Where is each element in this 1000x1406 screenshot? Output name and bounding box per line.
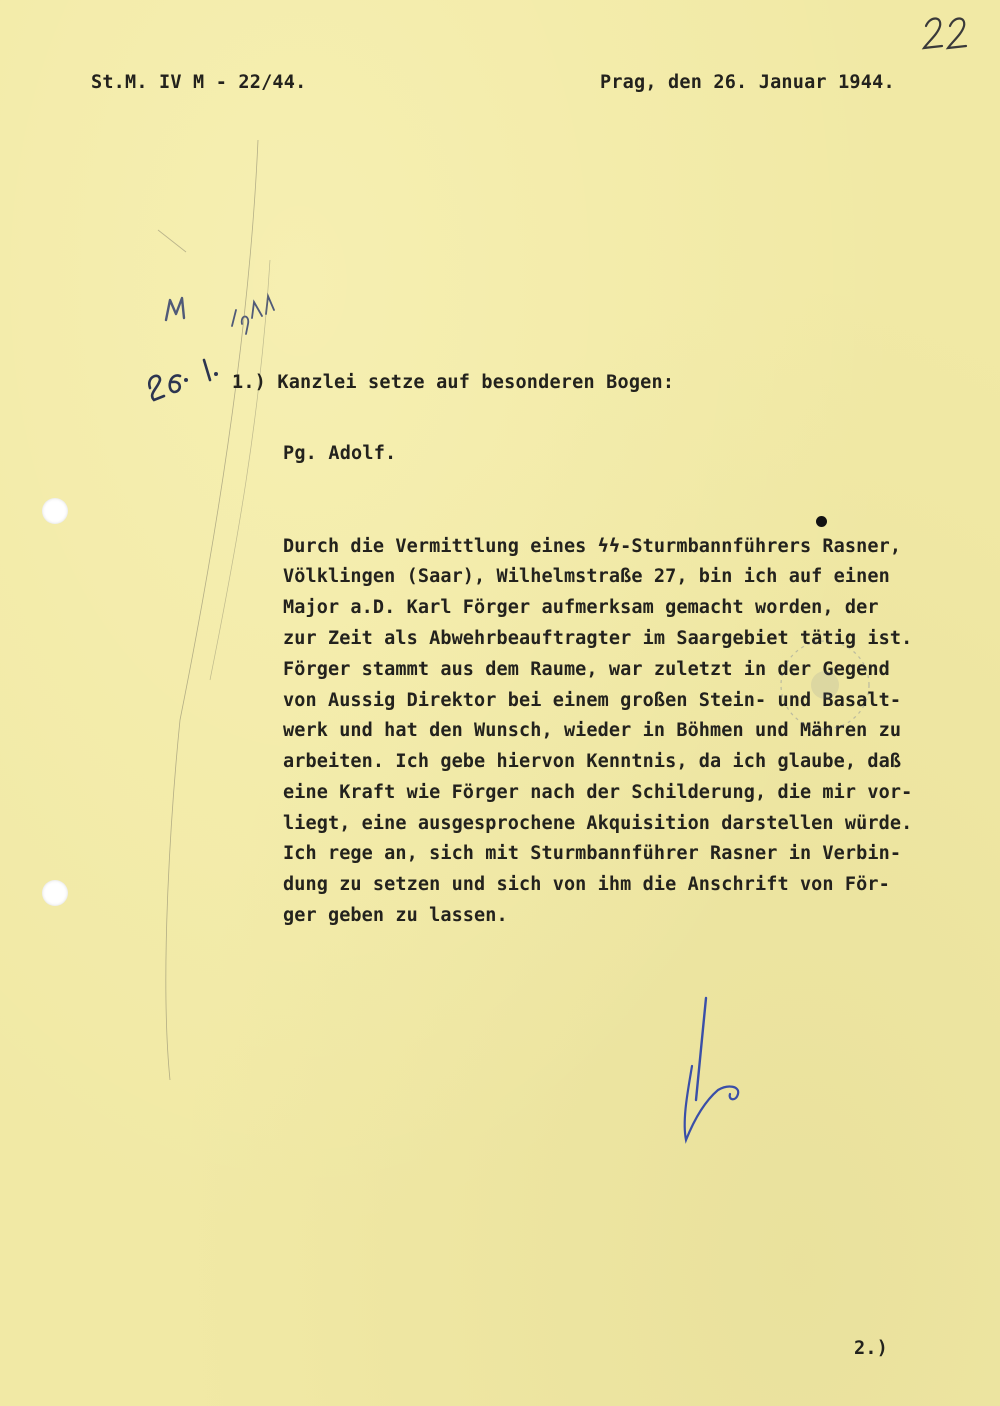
pencil-strokes — [140, 120, 280, 1100]
continuation-marker: 2.) — [854, 1338, 889, 1359]
body-line: liegt, eine ausgesprochene Akquisition darstellen würde. — [283, 813, 913, 834]
instruction-item-1: 1.) Kanzlei setze auf besonderen Bogen: — [232, 372, 675, 393]
body-line: Völklingen (Saar), Wilhelmstraße 27, bin ich auf einen — [283, 566, 890, 587]
blue-pencil-initial — [670, 990, 770, 1150]
body-line: eine Kraft wie Förger nach der Schilderung, die mir vor- — [283, 782, 913, 803]
body-line: zur Zeit als Abwehrbeauftragter im Saargebiet tätig ist. — [283, 628, 913, 649]
document-reference: St.M. IV M - 22/44. — [91, 72, 307, 93]
body-line: Förger stammt aus dem Raume, war zuletzt in der Gegend — [283, 659, 890, 680]
faint-stamp — [770, 630, 880, 740]
body-line: Major a.D. Karl Förger aufmerksam gemacht worden, der — [283, 597, 879, 618]
punch-hole — [42, 498, 68, 524]
place-and-date: Prag, den 26. Januar 1944. — [600, 72, 895, 93]
body-line: von Aussig Direktor bei einem großen Stein- und Basalt- — [283, 690, 902, 711]
body-line: Durch die Vermittlung eines ϟϟ-Sturmbannführers Rasner, — [283, 536, 902, 557]
body-line: werk und hat den Wunsch, wieder in Böhmen und Mähren zu — [283, 720, 902, 741]
handwritten-page-number — [918, 8, 978, 54]
ink-spot — [816, 516, 827, 527]
punch-hole — [42, 880, 68, 906]
body-line: dung zu setzen und sich von ihm die Anschrift von För- — [283, 874, 890, 895]
body-line: ger geben zu lassen. — [283, 905, 508, 926]
body-line: Ich rege an, sich mit Sturmbannführer Rasner in Verbin- — [283, 843, 902, 864]
body-line: arbeiten. Ich gebe hiervon Kenntnis, da ich glaube, daß — [283, 751, 902, 772]
salutation: Pg. Adolf. — [283, 443, 397, 464]
